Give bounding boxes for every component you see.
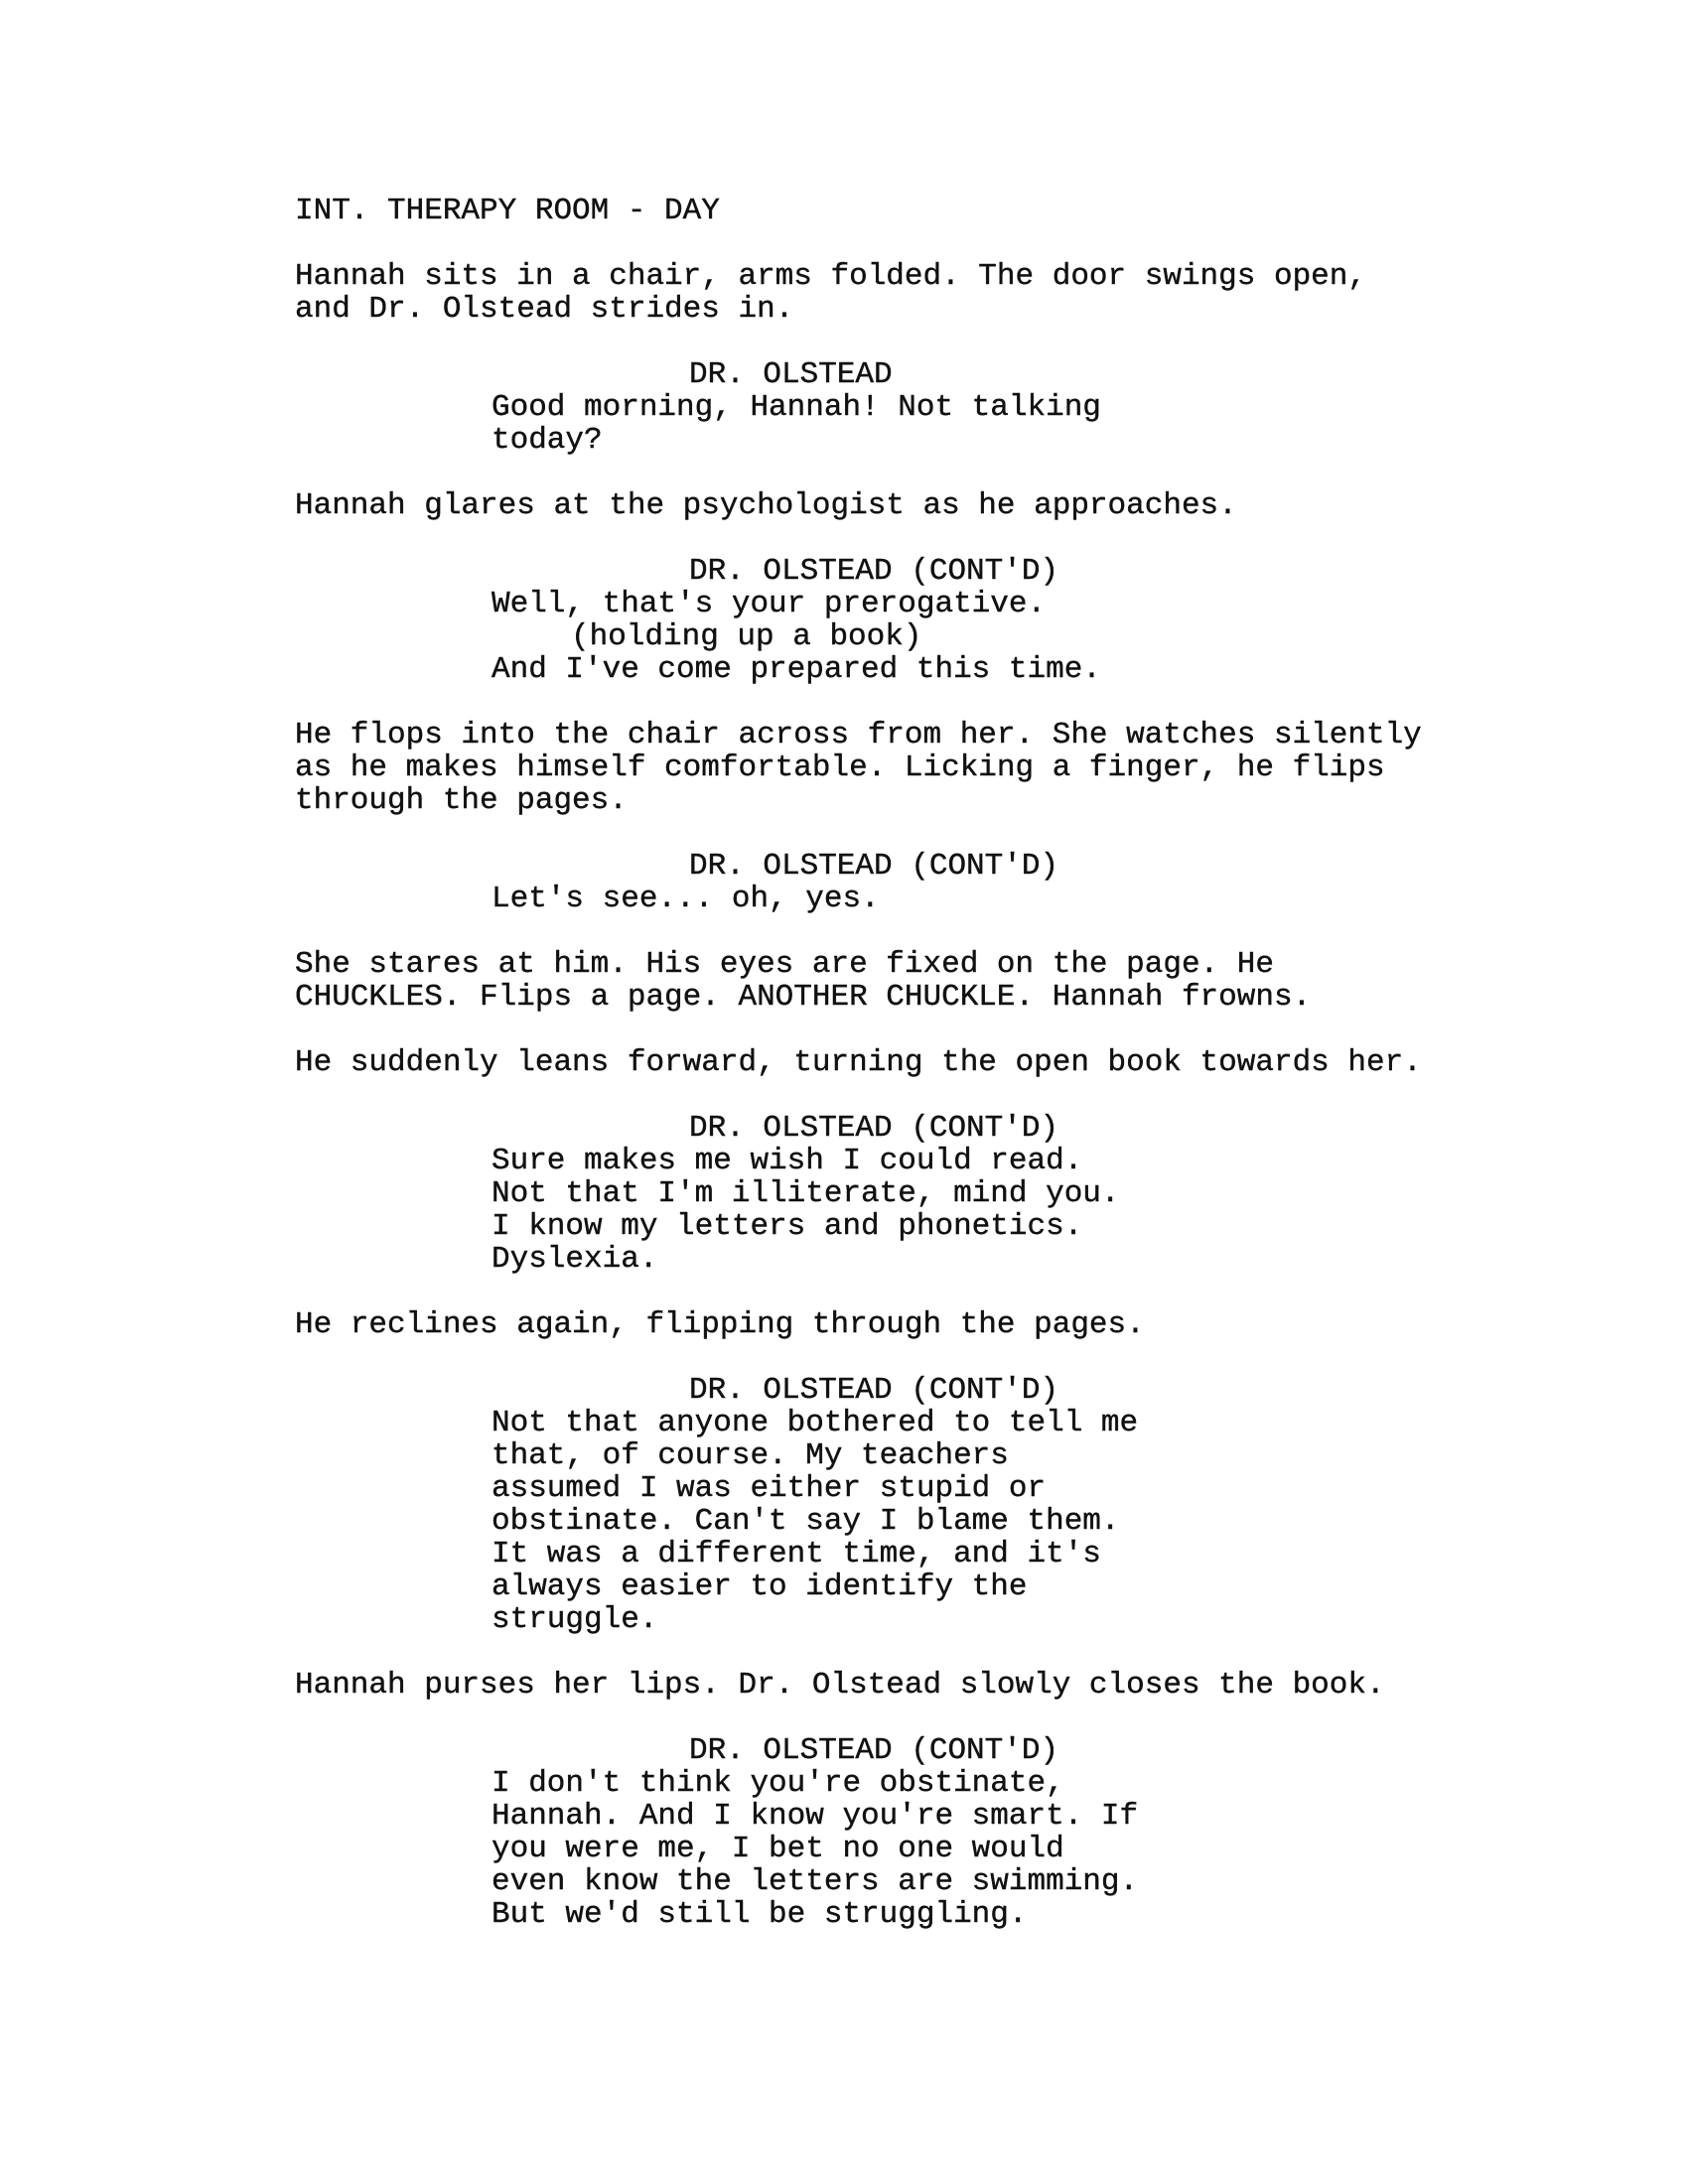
dialogue-line: Sure makes me wish I could read.	[492, 1144, 1083, 1178]
action-line: He reclines again, flipping through the pages.	[295, 1307, 1145, 1342]
scene-heading: INT. THERAPY ROOM - DAY	[295, 194, 720, 228]
dialogue-line: It was a different time, and it's	[492, 1537, 1101, 1571]
dialogue-line: Not that anyone bothered to tell me	[492, 1406, 1139, 1440]
character-name: DR. OLSTEAD (CONT'D)	[689, 1373, 1059, 1408]
action-line: and Dr. Olstead strides in.	[295, 292, 794, 327]
character-name: DR. OLSTEAD	[689, 357, 893, 392]
dialogue-line: struggle.	[492, 1602, 658, 1637]
character-name: DR. OLSTEAD (CONT'D)	[689, 1733, 1059, 1768]
dialogue-line: even know the letters are swimming.	[492, 1864, 1139, 1899]
action-line: as he makes himself comfortable. Licking a finger, he flips	[295, 751, 1385, 785]
dialogue-line: obstinate. Can't say I blame them.	[492, 1504, 1120, 1539]
action-line: Hannah glares at the psychologist as he approaches.	[295, 488, 1237, 523]
action-line: She stares at him. His eyes are fixed on the page. He	[295, 947, 1274, 982]
character-name: DR. OLSTEAD (CONT'D)	[689, 1111, 1059, 1146]
dialogue-line: Not that I'm illiterate, mind you.	[492, 1176, 1120, 1211]
dialogue-line: always easier to identify the	[492, 1570, 1028, 1604]
dialogue-line: But we'd still be struggling.	[492, 1897, 1028, 1932]
character-name: DR. OLSTEAD (CONT'D)	[689, 849, 1059, 884]
dialogue-line: today?	[492, 423, 603, 458]
dialogue-line: that, of course. My teachers	[492, 1438, 1009, 1473]
dialogue-line: you were me, I bet no one would	[492, 1832, 1064, 1866]
character-name: DR. OLSTEAD (CONT'D)	[689, 554, 1059, 589]
dialogue-line: Hannah. And I know you're smart. If	[492, 1799, 1139, 1834]
action-line: Hannah purses her lips. Dr. Olstead slowly closes the book.	[295, 1668, 1385, 1703]
action-line: He flops into the chair across from her. She watches silently	[295, 718, 1422, 752]
dialogue-line: Good morning, Hannah! Not talking	[492, 390, 1101, 425]
dialogue-line: Well, that's your prerogative.	[492, 587, 1047, 621]
dialogue-line: I don't think you're obstinate,	[492, 1766, 1064, 1801]
action-line: CHUCKLES. Flips a page. ANOTHER CHUCKLE. Hannah frowns.	[295, 980, 1312, 1015]
parenthetical: (holding up a book)	[571, 619, 922, 654]
dialogue-line: Let's see... oh, yes.	[492, 882, 880, 916]
dialogue-line: I know my letters and phonetics.	[492, 1209, 1083, 1244]
dialogue-line: Dyslexia.	[492, 1242, 658, 1277]
action-line: through the pages.	[295, 783, 628, 818]
dialogue-line: assumed I was either stupid or	[492, 1471, 1047, 1506]
action-line: He suddenly leans forward, turning the open book towards her.	[295, 1045, 1422, 1080]
action-line: Hannah sits in a chair, arms folded. The door swings open,	[295, 259, 1366, 294]
dialogue-line: And I've come prepared this time.	[492, 652, 1101, 687]
